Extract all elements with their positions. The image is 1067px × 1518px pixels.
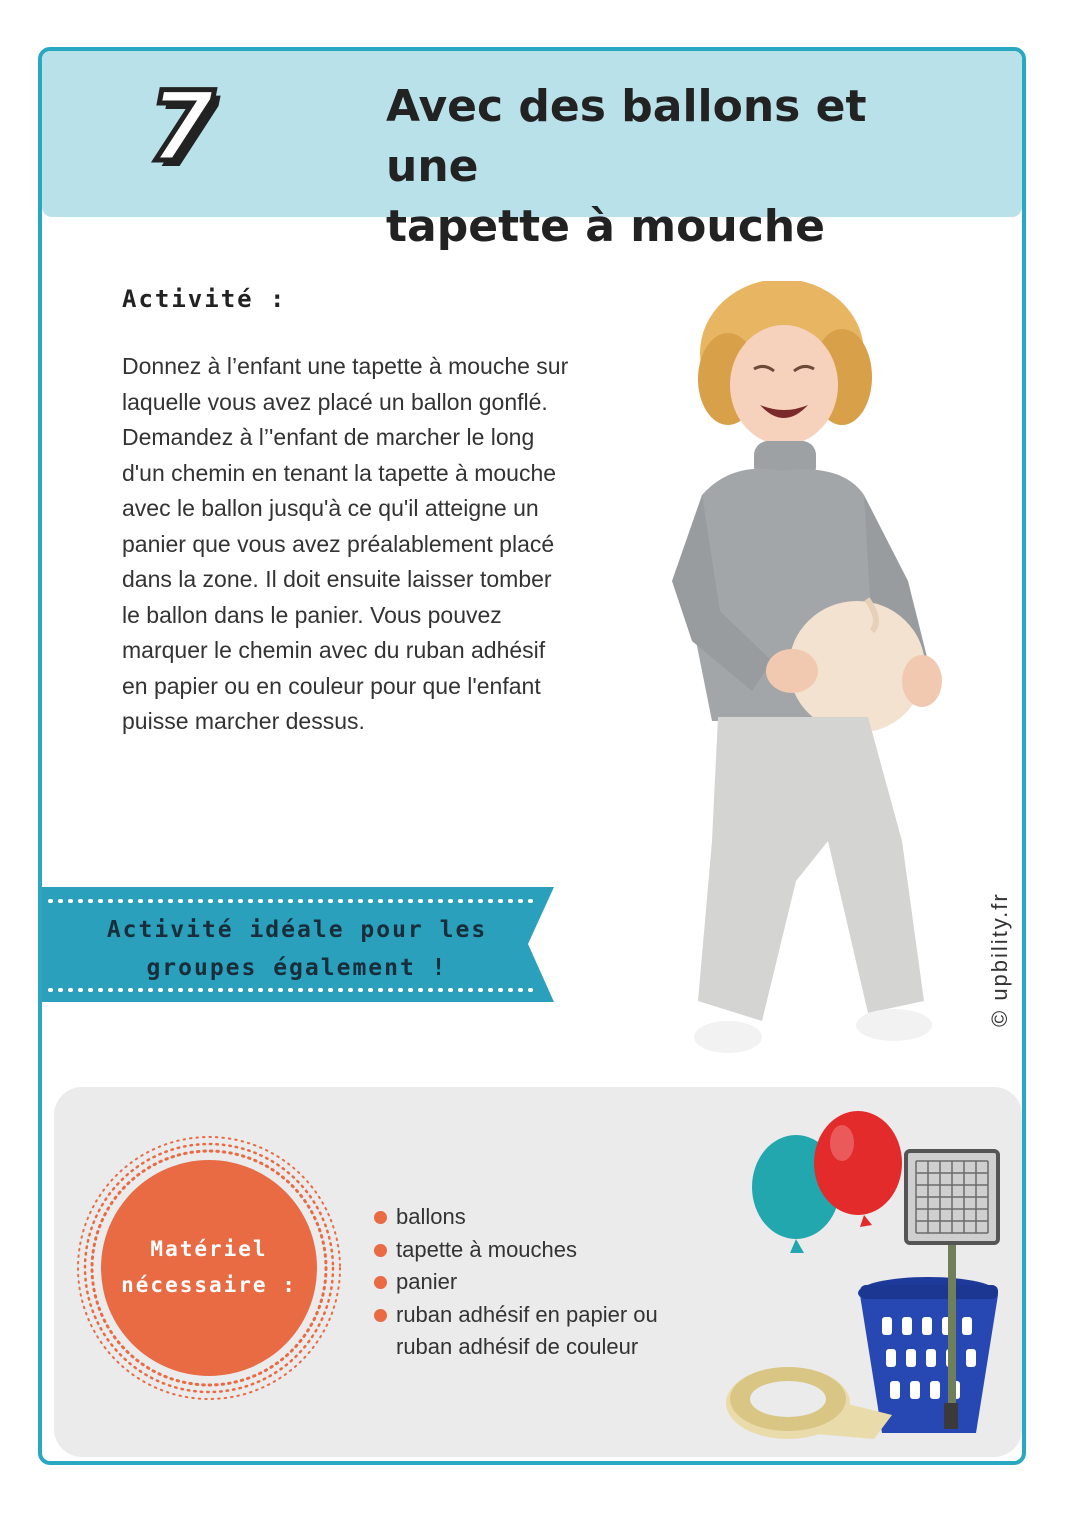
materials-title-line-2: nécessaire :	[121, 1273, 297, 1297]
materials-panel	[54, 1087, 1022, 1457]
materials-illustration	[714, 1103, 1014, 1443]
tape-roll-icon	[726, 1367, 892, 1439]
activity-label: Activité :	[122, 285, 287, 313]
copyright-credit: © upbility.fr	[987, 892, 1012, 1027]
ribbon-line-2: groupes également !	[146, 955, 448, 981]
activity-card	[38, 47, 1026, 1465]
card-header	[42, 51, 1022, 252]
ribbon-line-1: Activité idéale pour les	[106, 917, 488, 943]
title-line-1: Avec des ballons et une	[386, 81, 867, 192]
list-item: ruban adhésif en papier ou ruban adhésif de couleur	[374, 1299, 674, 1364]
list-item: ballons	[374, 1201, 674, 1234]
materials-title-line-1: Matériel	[150, 1237, 268, 1261]
title-line-2: tapette à mouche	[386, 201, 825, 252]
red-balloon-icon	[814, 1111, 902, 1215]
materials-title	[102, 1231, 316, 1303]
list-item: tapette à mouches	[374, 1234, 674, 1267]
activity-number: 7	[148, 71, 215, 183]
activity-description: Donnez à l’enfant une tapette à mouche sur laquelle vous avez placé un ballon gonflé. Demandez à l’'enfant de marcher le long d'un chemin en tenant la tapette à mouche avec le ballon jusqu'à ce qu'il atteigne un panier que vous avez préalablement placé dans la zone. Il doit ensuite laisser tomber le ballon dans le panier. Vous pouvez marquer le chemin avec du ruban adhésif en papier ou en couleur pour que l'enfant puisse marcher dessus.	[122, 353, 569, 734]
list-item: panier	[374, 1266, 674, 1299]
materials-list	[374, 1201, 674, 1364]
child-photo	[632, 281, 972, 1061]
basket-icon	[858, 1277, 998, 1433]
card-title	[386, 77, 946, 257]
ribbon-text	[82, 911, 512, 987]
